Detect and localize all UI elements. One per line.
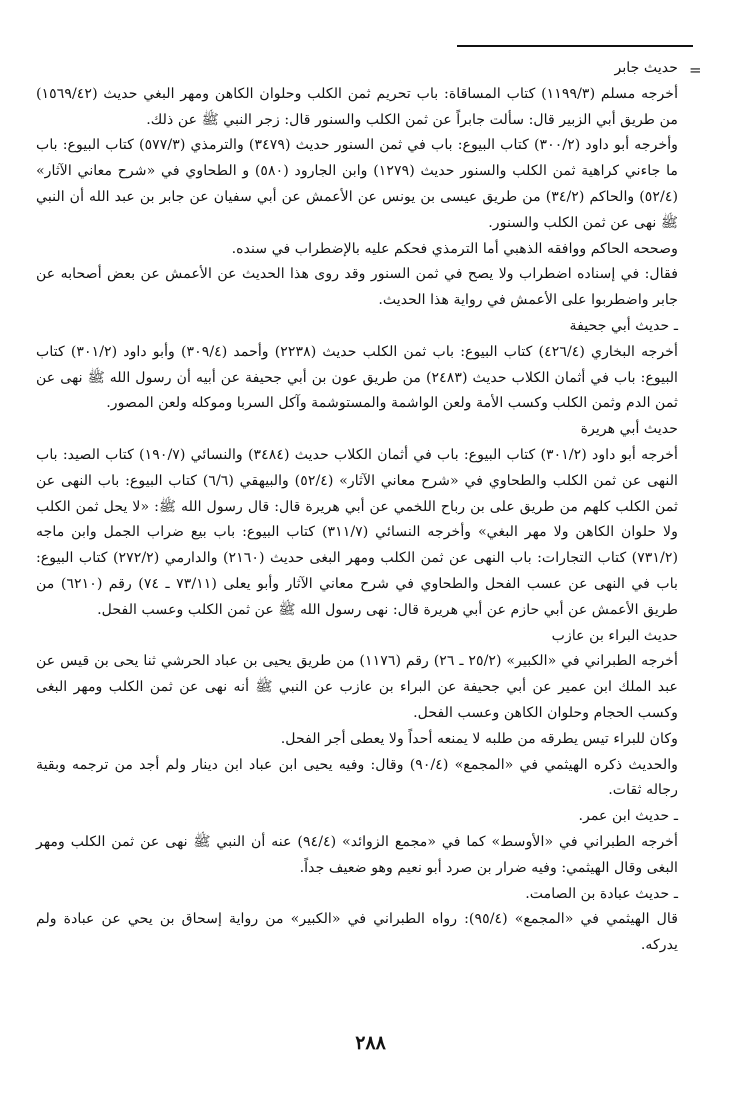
section-heading: ـ حديث عبادة بن الصامت. bbox=[525, 885, 678, 902]
paragraph: أخرجه أبو داود (٣٠١/٢) كتاب البيوع: باب في أثمان الكلاب حديث (٣٤٨٤) والنسائي (١٩٠/٧) كتاب الصيد: باب النهى عن ثمن الكلب والطحاوي في «شرح معاني الآثار» (٥٢/٤) والبيهقي (٦/٦) كتاب البيوع: باب النهى عن ثمن الكلب كلهم من طريق على بن رباح اللخمي عن أبي هريرة قال: قال رسول الله ﷺ: «لا يحل ثمن الكلب ولا حلوان الكاهن ولا مهر البغي» وأخرجه النسائي (٣١١/٧) كتاب البيوع: باب بيع ضراب الجمل وابن ماجه (٧٣١/٢) كتاب التجارات: باب النهى عن ثمن الكلب ومهر البغى حديث (٢١٦٠) والدارمي (٢٧٢/٢) كتاب البيوع: باب في النهى عن عسب الفحل والطحاوي في شرح معاني الآثار وأبو يعلى (٧٣/١١ ـ ٧٤) رقم (٦٢١٠) من طريق الأعمش عن أبي حازم عن أبي هريرة قال: نهى رسول الله ﷺ عن ثمن الكلب وعسب الفحل. bbox=[36, 446, 678, 618]
paragraph: قال الهيثمي في «المجمع» (٩٥/٤): رواه الطبراني في «الكبير» من رواية إسحاق بن يحي عن عبادة ولم يدركه. bbox=[36, 911, 678, 954]
section-heading: حديث جابر bbox=[614, 60, 678, 76]
paragraph: أخرجه البخاري (٤٢٦/٤) كتاب البيوع: باب ثمن الكلب حديث (٢٢٣٨) وأحمد (٣٠٩/٤) وأبو داود (٣٠١/٢) كتاب البيوع: باب في أثمان الكلاب حديث (٢٤٨٣) من طريق عون بن أبي جحيفة عن أبيه أن رسول الله ﷺ نهى عن ثمن الدم وثمن الكلب وكسب الأمة ولعن الواشمة والمستوشمة وآكل السربا وموكله ولعن المصور. bbox=[36, 343, 678, 412]
paragraph: وكان للبراء تيس يطرقه من طلبه لا يمنعه أحداً ولا يعطى أجر الفحل. bbox=[280, 730, 678, 747]
paragraph: أخرجه الطبراني في «الكبير» (٢٥/٢ ـ ٢٦) رقم (١١٧٦) من طريق يحيى بن عباد الحرشي ثنا يحى بن قيس عن عبد الملك ابن عمير عن أبي جحيفة عن البراء بن عازب عن النبي ﷺ أنه نهى عن ثمن الكلب ومهر البغى وكسب الحجام وحلوان الكاهن وعسب الفحل. bbox=[36, 653, 679, 721]
footnote-separator-rule bbox=[457, 45, 693, 47]
paragraph: فقال: في إسناده اضطراب ولا يصح في ثمن السنور وقد روى هذا الحديث عن الأعمش عن بعض أصحابه عن جابر واضطربوا على الأعمش في رواية هذا الحديث. bbox=[36, 266, 678, 309]
section-heading: حديث البراء بن عازب bbox=[551, 627, 678, 644]
section-heading: ـ حديث أبي جحيفة bbox=[569, 317, 678, 334]
page-number: ٢٨٨ bbox=[355, 1032, 386, 1054]
paragraph: أخرجه مسلم (١١٩٩/٣) كتاب المساقاة: باب تحريم ثمن الكلب وحلوان الكاهن ومهر البغي حديث (١٥٦٩/٤٢) من طريق أبي الزبير قال: سألت جابراً عن ثمن الكلب والسنور قال: زجر النبي ﷺ عن ذلك. bbox=[36, 85, 679, 128]
footnote-continuation-marker: = bbox=[689, 61, 702, 79]
section-heading: ـ حديث ابن عمر. bbox=[578, 808, 678, 825]
paragraph: وأخرجه أبو داود (٣٠٠/٢) كتاب البيوع: باب في ثمن السنور حديث (٣٤٧٩) والترمذي (٥٧٧/٣) كتاب البيوع: باب ما جاءني كراهية ثمن الكلب والسنور حديث (١٢٧٩) وابن الجارود (٥٨٠) و الطحاوي في «شرح معاني الآثار» (٥٢/٤) والحاكم (٣٤/٢) من طريق عيسى بن يونس عن الأعمش عن أبي سفيان عن جابر بن عبد الله أن النبي ﷺ نهى عن ثمن الكلب والسنور. bbox=[36, 137, 679, 231]
paragraph: وصححه الحاكم ووافقه الذهبي أما الترمذي فحكم عليه بالإضطراب في سنده. bbox=[231, 240, 678, 257]
paragraph: والحديث ذكره الهيثمي في «المجمع» (٩٠/٤) وقال: وفيه يحيى ابن عباد ابن دينار ولم أجد من ترجمه وبقية رجاله ثقات. bbox=[36, 756, 678, 799]
footnote-text-block bbox=[36, 56, 678, 959]
section-heading: حديث أبي هريرة bbox=[580, 421, 678, 438]
paragraph: أخرجه الطبراني في «الأوسط» كما في «مجمع الزوائد» (٩٤/٤) عنه أن النبي ﷺ نهى عن ثمن الكلب ومهر البغى وقال الهيثمي: وفيه ضرار بن صرد أبو نعيم وهو ضعيف جداً. bbox=[36, 833, 678, 876]
